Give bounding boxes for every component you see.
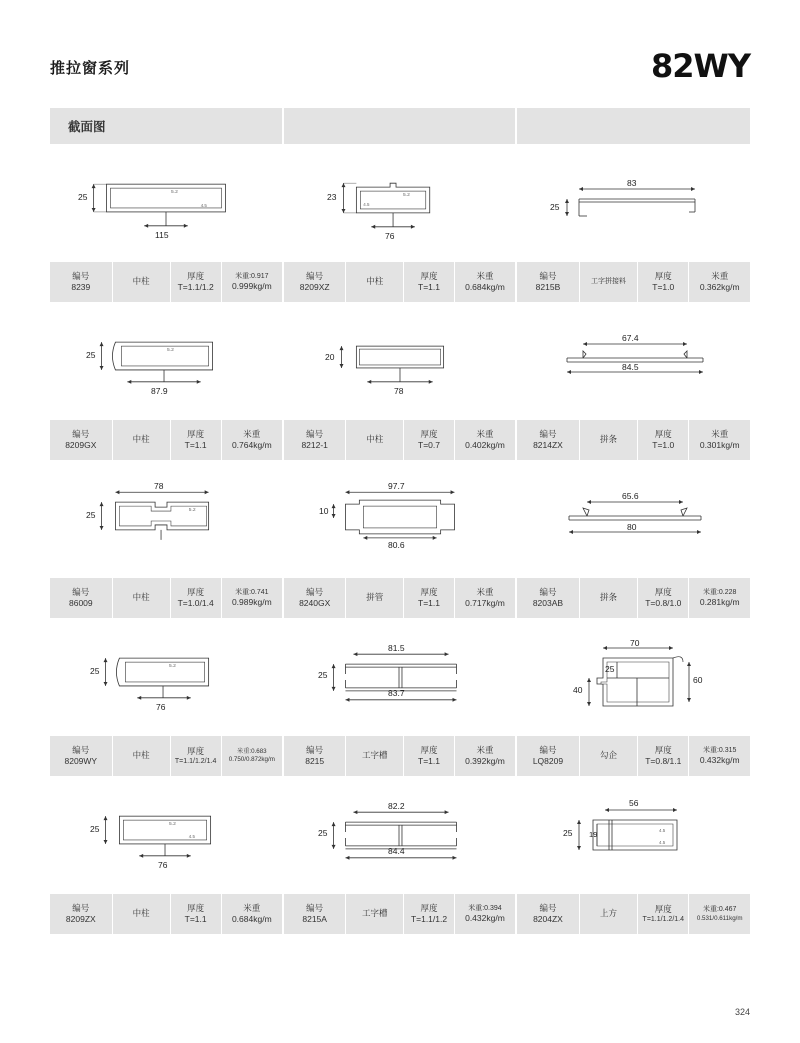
dim-inner: 83.7 — [388, 688, 405, 698]
section-drawing-8209GX — [50, 302, 282, 420]
drawing-svg — [50, 302, 282, 420]
dim-inner: 67.4 — [622, 333, 639, 343]
info-name: 拼条 — [580, 420, 638, 460]
svg-text:4.5: 4.5 — [659, 828, 666, 833]
profile-cell-8209XZ — [284, 144, 517, 302]
section-drawing-LQ8209 — [517, 618, 750, 736]
section-label: 截面图 — [68, 120, 106, 134]
info-weight: 米重 0.362kg/m — [699, 270, 740, 292]
info-thickness: 厚度 T=1.1 — [404, 736, 455, 776]
svg-text:5.2: 5.2 — [166, 348, 174, 354]
profile-cell-8240GX — [284, 460, 517, 618]
info-name: 中柱 — [113, 262, 171, 302]
info-weight: 米重:0.315 0.432kg/m — [699, 746, 740, 765]
info-weight: 米重 0.717kg/m — [465, 586, 505, 608]
dim-width: 115 — [155, 230, 169, 240]
info-row — [517, 736, 750, 776]
info-thickness: 厚度 T=1.1/1.2/1.4 — [171, 736, 222, 776]
svg-text:5.2: 5.2 — [168, 664, 176, 670]
info-thickness: 厚度 T=0.8/1.0 — [638, 578, 689, 618]
info-number: 编号 8239 — [50, 262, 113, 302]
info-row — [50, 262, 282, 302]
dim-width: 87.9 — [151, 386, 168, 396]
info-number: 编号 8212-1 — [284, 420, 346, 460]
svg-text:4.5: 4.5 — [188, 833, 196, 839]
info-number: 编号 8215B — [517, 262, 580, 302]
dim-width: 80 — [627, 522, 637, 532]
info-name: 中柱 — [113, 578, 171, 618]
section-drawing-8215A — [284, 776, 515, 894]
drawing-svg — [50, 460, 282, 578]
info-row — [517, 262, 750, 302]
profile-cell-8209ZX — [50, 776, 284, 934]
drawing-svg — [50, 618, 282, 736]
drawing-svg — [50, 144, 282, 262]
info-row — [284, 262, 515, 302]
info-number: 编号 8209GX — [50, 420, 113, 460]
page-header — [0, 0, 800, 95]
info-number: 编号 8214ZX — [517, 420, 580, 460]
dim-width: 76 — [158, 860, 168, 870]
drawing-svg — [517, 618, 750, 736]
info-number: 编号 8215 — [284, 736, 346, 776]
dim-width: 83 — [627, 178, 637, 188]
profile-table — [50, 108, 750, 934]
dim-width: 82.2 — [388, 801, 405, 811]
info-thickness: 厚度 T=1.1/1.2 — [404, 894, 455, 934]
dim-height3: 25 — [605, 664, 615, 674]
info-name: 中柱 — [346, 262, 404, 302]
info-weight: 米重 0.764kg/m — [231, 428, 272, 450]
info-number: 编号 8204ZX — [517, 894, 580, 934]
dim-width: 97.7 — [388, 481, 405, 491]
info-name: 上方 — [580, 894, 638, 934]
info-number: 编号 LQ8209 — [517, 736, 580, 776]
info-thickness: 厚度 T=1.1 — [404, 578, 455, 618]
dim-height: 25 — [550, 202, 560, 212]
section-drawing-8215B — [517, 144, 750, 262]
info-row — [284, 736, 515, 776]
info-name: 勾企 — [580, 736, 638, 776]
table-row — [50, 302, 750, 460]
info-row — [50, 578, 282, 618]
header-cell-2 — [284, 108, 517, 144]
info-row — [284, 894, 515, 934]
info-number: 编号 86009 — [50, 578, 113, 618]
info-name: 工字拼接料 — [580, 262, 638, 302]
info-weight: 米重 0.392kg/m — [465, 744, 505, 766]
table-row — [50, 618, 750, 776]
dim-height: 25 — [90, 824, 100, 834]
info-thickness: 厚度 T=1.1/1.2 — [171, 262, 222, 302]
profile-cell-8215B — [517, 144, 750, 302]
table-row — [50, 460, 750, 618]
info-name: 拼管 — [346, 578, 404, 618]
info-row — [517, 578, 750, 618]
section-drawing-8209WY — [50, 618, 282, 736]
info-weight: 米重 0.684kg/m — [231, 902, 272, 924]
svg-text:4.5: 4.5 — [200, 202, 207, 208]
info-row — [50, 894, 282, 934]
info-thickness: 厚度 T=0.8/1.1 — [638, 736, 689, 776]
dim-inner: 80.6 — [388, 540, 405, 550]
info-number: 编号 8203AB — [517, 578, 580, 618]
svg-text:4.5: 4.5 — [363, 201, 370, 207]
dim-height: 25 — [318, 670, 328, 680]
dim-width: 78 — [394, 386, 404, 396]
profile-cell-8214ZX — [517, 302, 750, 460]
info-weight: 米重:0.741 0.989kg/m — [231, 588, 272, 607]
section-drawing-8239 — [50, 144, 282, 262]
svg-text:5.2: 5.2 — [188, 508, 196, 514]
info-name: 中柱 — [113, 420, 171, 460]
dim-width: 56 — [629, 798, 639, 808]
info-weight: 米重:0.683 0.750/0.872kg/m — [228, 747, 275, 763]
dim-inner: 65.6 — [622, 491, 639, 501]
info-row — [517, 894, 750, 934]
info-thickness: 厚度 T=1.0 — [638, 420, 689, 460]
section-label-cell — [50, 108, 284, 144]
page-number: 324 — [734, 1007, 750, 1017]
info-row — [50, 736, 282, 776]
dim-height: 20 — [325, 352, 335, 362]
dim-width: 84.5 — [622, 362, 639, 372]
info-number: 编号 8209WY — [50, 736, 113, 776]
table-row — [50, 144, 750, 302]
table-header-bar — [50, 108, 750, 144]
profile-cell-8215 — [284, 618, 517, 776]
dim-width: 70 — [630, 638, 640, 648]
info-row — [284, 578, 515, 618]
section-drawing-86009 — [50, 460, 282, 578]
info-thickness: 厚度 T=1.1 — [171, 894, 222, 934]
info-weight: 米重:0.917 0.999kg/m — [231, 272, 272, 291]
drawing-svg — [50, 776, 282, 894]
dim-inner: 84.4 — [388, 846, 405, 856]
dim-width: 81.5 — [388, 643, 405, 653]
svg-text:5.2: 5.2 — [170, 190, 178, 196]
dim-height2: 40 — [573, 685, 583, 695]
dim-width: 76 — [385, 231, 395, 241]
info-number: 编号 8240GX — [284, 578, 346, 618]
dim-height: 23 — [327, 192, 337, 202]
info-name: 中柱 — [113, 894, 171, 934]
profile-cell-8204ZX — [517, 776, 750, 934]
info-name: 中柱 — [346, 420, 404, 460]
dim-height: 25 — [86, 350, 96, 360]
info-row — [284, 420, 515, 460]
drawing-svg — [517, 776, 750, 894]
series-code: 82WY — [651, 47, 750, 85]
info-name: 拼条 — [580, 578, 638, 618]
section-drawing-8209ZX — [50, 776, 282, 894]
series-title: 推拉窗系列 — [50, 60, 131, 77]
info-thickness: 厚度 T=0.7 — [404, 420, 455, 460]
info-thickness: 厚度 T=1.1 — [171, 420, 222, 460]
dim-height: 25 — [86, 510, 96, 520]
info-weight: 米重:0.394 0.432kg/m — [465, 904, 505, 923]
info-thickness: 厚度 T=1.1/1.2/1.4 — [638, 894, 689, 934]
table-row — [50, 776, 750, 934]
section-drawing-8240GX — [284, 460, 515, 578]
info-name: 工字槽 — [346, 736, 404, 776]
info-number: 编号 8215A — [284, 894, 346, 934]
drawing-svg — [284, 144, 515, 262]
drawing-svg — [284, 302, 515, 420]
info-thickness: 厚度 T=1.0/1.4 — [171, 578, 222, 618]
dim-height: 25 — [563, 828, 573, 838]
info-name: 中柱 — [113, 736, 171, 776]
info-row — [517, 420, 750, 460]
svg-text:4.5: 4.5 — [659, 840, 666, 845]
section-drawing-8204ZX — [517, 776, 750, 894]
dim-height: 25 — [78, 192, 88, 202]
profile-cell-LQ8209 — [517, 618, 750, 776]
info-row — [50, 420, 282, 460]
section-drawing-8214ZX — [517, 302, 750, 420]
profile-cell-8215A — [284, 776, 517, 934]
dim-height2: 19 — [589, 830, 598, 839]
drawing-svg — [517, 460, 750, 578]
drawing-svg — [517, 302, 750, 420]
info-weight: 米重:0.228 0.281kg/m — [699, 588, 740, 607]
section-drawing-8203AB — [517, 460, 750, 578]
drawing-svg — [284, 460, 515, 578]
section-drawing-8209XZ — [284, 144, 515, 262]
profile-cell-8203AB — [517, 460, 750, 618]
info-weight: 米重 0.402kg/m — [465, 428, 505, 450]
svg-text:5.2: 5.2 — [402, 193, 410, 199]
profile-cell-8212-1 — [284, 302, 517, 460]
profile-cell-8209GX — [50, 302, 284, 460]
info-number: 编号 8209ZX — [50, 894, 113, 934]
dim-width: 76 — [156, 702, 166, 712]
info-number: 编号 8209XZ — [284, 262, 346, 302]
info-thickness: 厚度 T=1.1 — [404, 262, 455, 302]
info-thickness: 厚度 T=1.0 — [638, 262, 689, 302]
profile-cell-8239 — [50, 144, 284, 302]
dim-height: 60 — [693, 675, 703, 685]
info-weight: 米重 0.301kg/m — [699, 428, 740, 450]
header-cell-3 — [517, 108, 750, 144]
dim-height: 10 — [319, 506, 329, 516]
info-weight: 米重:0.467 0.531/0.611kg/m — [696, 906, 743, 922]
profile-cell-8209WY — [50, 618, 284, 776]
info-weight: 米重 0.684kg/m — [465, 270, 505, 292]
svg-text:5.2: 5.2 — [168, 822, 176, 828]
profile-cell-86009 — [50, 460, 284, 618]
section-drawing-8212-1 — [284, 302, 515, 420]
dim-height: 25 — [318, 828, 328, 838]
section-drawing-8215 — [284, 618, 515, 736]
dim-height: 25 — [90, 666, 100, 676]
dim-width: 78 — [154, 481, 164, 491]
info-name: 工字槽 — [346, 894, 404, 934]
